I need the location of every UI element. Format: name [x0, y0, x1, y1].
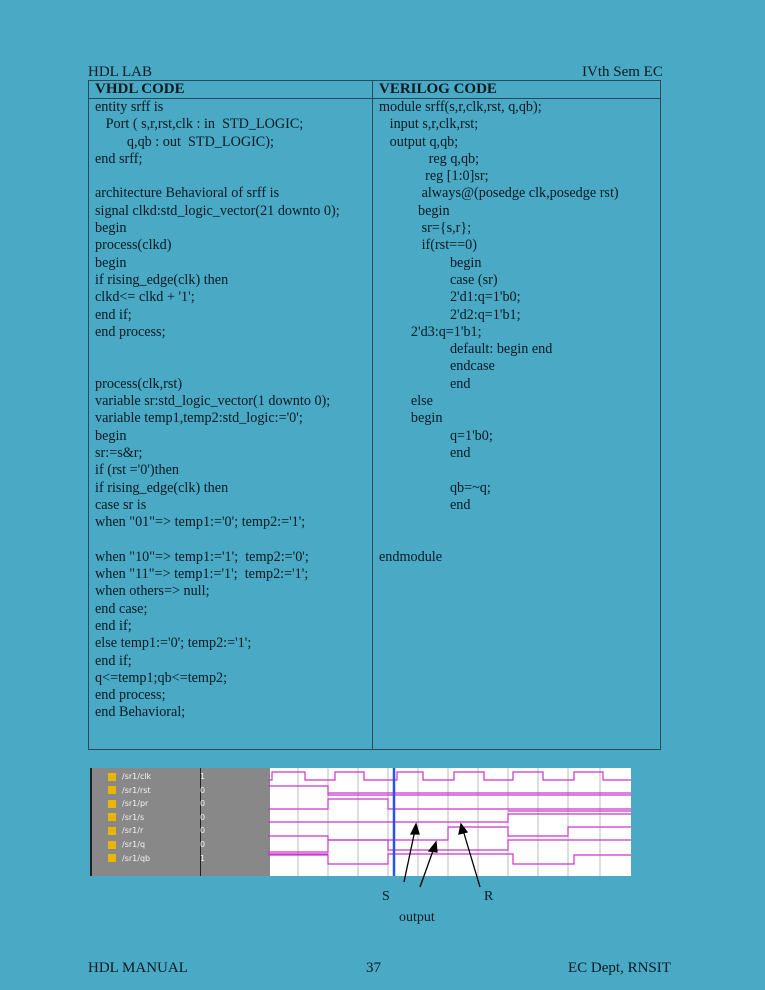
arrowhead-output: [429, 842, 437, 852]
code-line: else: [379, 393, 433, 410]
code-line: if rising_edge(clk) then: [95, 271, 229, 288]
code-line: end if;: [95, 617, 132, 634]
code-line: end: [379, 375, 471, 392]
code-line: when "10"=> temp1:='1'; temp2:='0';: [95, 548, 309, 565]
header-right: IVth Sem EC: [582, 64, 663, 80]
code-line: if (rst ='0')then: [95, 462, 180, 479]
code-line: end case;: [95, 600, 148, 617]
footer-right: EC Dept, RNSIT: [568, 960, 671, 976]
label-output: output: [399, 910, 435, 925]
signal-name: /sr1/clk: [122, 772, 152, 781]
code-line: begin: [95, 427, 127, 444]
code-line: end process;: [95, 687, 166, 704]
code-line: else temp1:='0'; temp2:='1';: [95, 635, 252, 652]
code-line: end srff;: [95, 150, 143, 167]
signal-value: 0: [200, 826, 206, 836]
signal-name: /sr1/rst: [122, 785, 151, 795]
arrow-r: [463, 830, 480, 887]
code-line: if(rst==0): [379, 237, 477, 254]
signal-name: /sr1/qb: [122, 853, 151, 863]
code-line: begin: [379, 254, 482, 271]
code-line: reg [1:0]sr;: [379, 168, 489, 185]
code-line: endcase: [379, 358, 495, 375]
signal-value: 0: [200, 840, 206, 849]
code-line: input s,r,clk,rst;: [379, 116, 479, 133]
code-line: output q,qb;: [379, 133, 459, 150]
code-line: variable temp1,temp2:std_logic:='0';: [95, 410, 303, 427]
code-line: q=1'b0;: [379, 427, 493, 444]
arrowhead-s: [411, 824, 419, 834]
code-line: Port ( s,r,rst,clk : in STD_LOGIC;: [95, 116, 304, 133]
label-s: S: [382, 889, 390, 904]
code-line: when others=> null;: [95, 583, 210, 600]
code-line: begin: [379, 202, 450, 219]
code-line: end: [379, 444, 471, 461]
code-line: end Behavioral;: [95, 704, 186, 721]
code-line: when "01"=> temp1:='0'; temp2:='1';: [95, 514, 306, 531]
code-line: case (sr): [379, 271, 498, 288]
code-line: end if;: [95, 306, 132, 323]
code-line: module srff(s,r,clk,rst, q,qb);: [379, 99, 542, 115]
code-line: end: [379, 496, 471, 513]
code-line: when "11"=> temp1:='1'; temp2:='1';: [95, 566, 309, 583]
signal-name: /sr1/q: [122, 840, 146, 849]
signal-value: 0: [200, 799, 206, 809]
code-line: begin: [95, 254, 127, 271]
code-line: architecture Behavioral of srff is: [95, 185, 280, 202]
signal-value: 1: [200, 772, 206, 781]
code-line: default: begin end: [379, 341, 553, 358]
signal-value: 0: [200, 785, 206, 795]
code-line: entity srff is: [95, 99, 164, 115]
code-line: q,qb : out STD_LOGIC);: [95, 133, 274, 150]
code-line: begin: [95, 220, 127, 237]
code-line: end process;: [95, 323, 166, 340]
verilog-header: VERILOG CODE: [373, 81, 661, 99]
code-line: 2'd3:q=1'b1;: [379, 323, 482, 340]
code-line: process(clk,rst): [95, 375, 183, 392]
code-line: if rising_edge(clk) then: [95, 479, 229, 496]
code-line: 2'd1:q=1'b0;: [379, 289, 521, 306]
page-number: 37: [366, 960, 381, 976]
arrowhead-r: [459, 824, 467, 834]
code-line: sr:=s&r;: [95, 444, 143, 461]
footer-left: HDL MANUAL: [88, 960, 188, 976]
signal-value: 0: [200, 812, 206, 822]
code-line: always@(posedge clk,posedge rst): [379, 185, 619, 202]
code-line: endmodule: [379, 548, 443, 565]
signal-name: /sr1/r: [122, 826, 144, 836]
code-line: reg q,qb;: [379, 150, 480, 167]
code-line: case sr is: [95, 496, 147, 513]
code-line: variable sr:std_logic_vector(1 downto 0);: [95, 393, 331, 410]
code-line: begin: [379, 410, 443, 427]
code-line: end if;: [95, 652, 132, 669]
code-line: qb=~q;: [379, 479, 491, 496]
code-line: 2'd2:q=1'b1;: [379, 306, 521, 323]
label-r: R: [484, 889, 494, 904]
arrow-output: [420, 848, 434, 887]
vhdl-header: VHDL CODE: [89, 81, 373, 99]
signal-value: 1: [200, 853, 206, 863]
code-line: sr={s,r};: [379, 220, 472, 237]
header-left: HDL LAB: [88, 64, 153, 80]
signal-name: /sr1/s: [122, 812, 145, 822]
signal-name: /sr1/pr: [122, 799, 149, 809]
code-line: clkd<= clkd + '1';: [95, 289, 195, 306]
code-line: signal clkd:std_logic_vector(21 downto 0);: [95, 202, 340, 219]
arrow-s: [404, 830, 415, 882]
code-line: q<=temp1;qb<=temp2;: [95, 669, 228, 686]
code-line: process(clkd): [95, 237, 172, 254]
